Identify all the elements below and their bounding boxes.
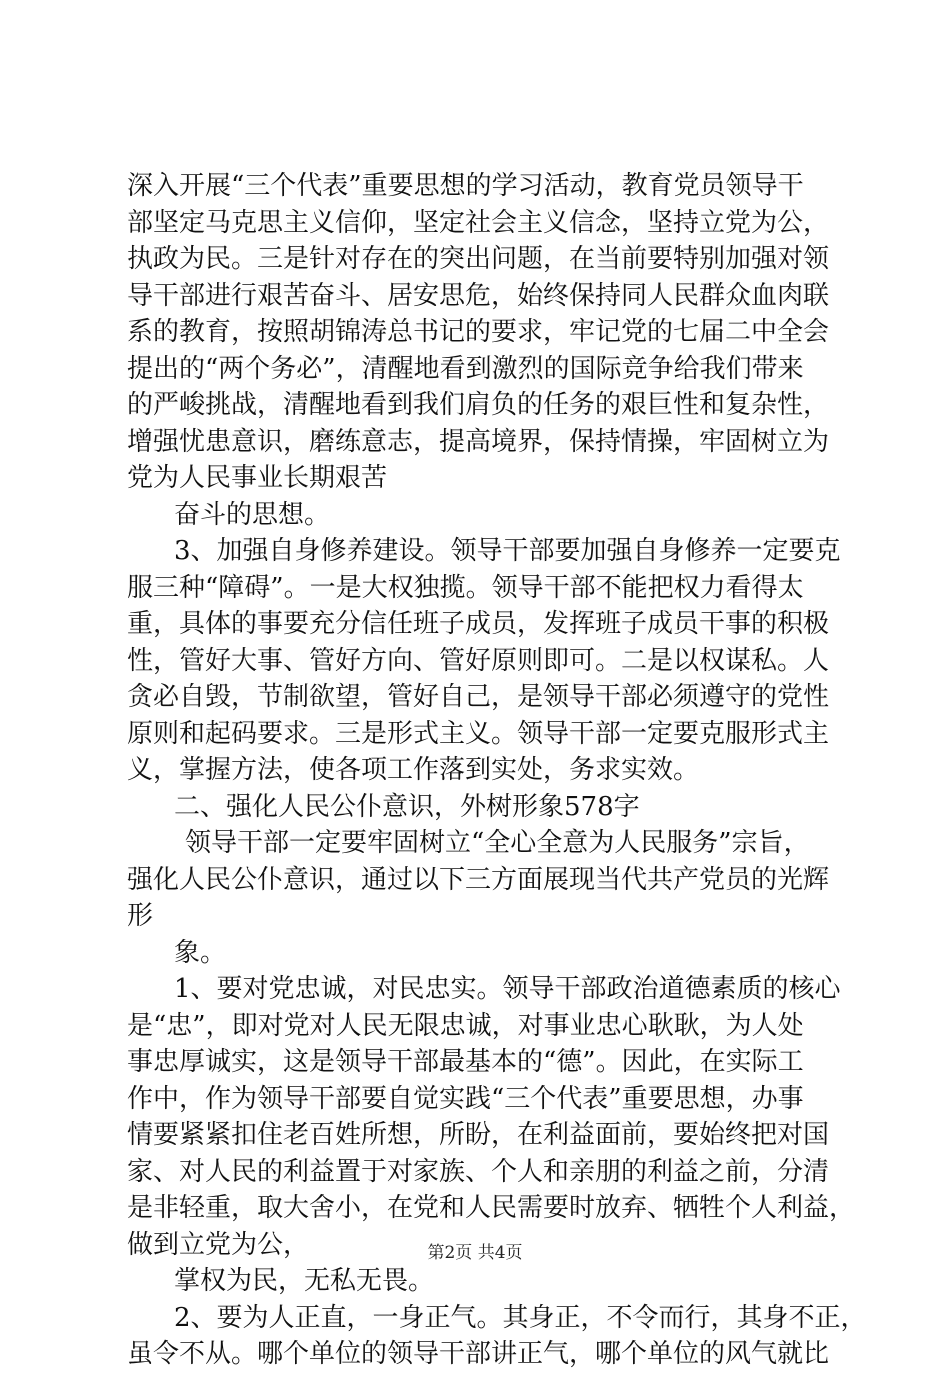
page-footer: 第2页 共4页 [427, 1243, 523, 1263]
text-line: 形 [127, 901, 154, 931]
text-line: 二、强化人民公仆意识，外树形象578字 [174, 791, 640, 822]
text-line: 系的教育，按照胡锦涛总书记的要求，牢记党的七届二中全会 [127, 317, 830, 347]
text-line: 家、对人民的利益置于对家族、个人和亲朋的利益之前，分清 [127, 1156, 830, 1187]
text-line: 做到立党为公， [127, 1229, 310, 1260]
text-line: 象。 [174, 937, 227, 968]
text-line: 提出的“两个务必”，清醒地看到激烈的国际竞争给我们带来 [127, 353, 804, 384]
text-line: 虽令不从。哪个单位的领导干部讲正气，哪个单位的风气就比 [127, 1339, 830, 1369]
text-line: 重，具体的事要充分信任班子成员，发挥班子成员干事的积极 [127, 609, 830, 639]
text-line: 2、要为人正直，一身正气。其身正，不令而行，其身不正， [174, 1302, 867, 1333]
text-line: 1、要对党忠诚，对民忠实。领导干部政治道德素质的核心 [174, 974, 841, 1004]
text-line: 原则和起码要求。三是形式主义。领导干部一定要克服形式主 [127, 718, 830, 749]
text-line: 事忠厚诚实，这是领导干部最基本的“德”。因此，在实际工 [127, 1047, 804, 1077]
text-line: 3、加强自身修养建设。领导干部要加强自身修养一定要克 [174, 536, 841, 566]
text-line: 部坚定马克思主义信仰，坚定社会主义信念，坚持立党为公， [127, 207, 830, 238]
text-line: 强化人民公仆意识，通过以下三方面展现当代共产党员的光辉 [127, 864, 830, 895]
text-line: 性，管好大事、管好方向、管好原则即可。二是以权谋私。人 [127, 645, 830, 676]
text-line: 掌权为民，无私无畏。 [174, 1266, 435, 1296]
text-line: 是非轻重，取大舍小，在党和人民需要时放弃、牺牲个人利益， [127, 1193, 856, 1223]
text-line: 领导干部一定要牢固树立“全心全意为人民服务”宗旨， [185, 828, 810, 858]
text-line: 增强忧患意识，磨练意志，提高境界，保持情操，牢固树立为 [127, 426, 830, 457]
text-line: 是“忠”，即对党对人民无限忠诚，对事业忠心耿耿，为人处 [127, 1010, 804, 1041]
text-line: 奋斗的思想。 [174, 499, 331, 530]
text-line: 贪必自毁，节制欲望，管好自己，是领导干部必须遵守的党性 [127, 682, 830, 712]
text-line: 作中，作为领导干部要自觉实践“三个代表”重要思想，办事 [127, 1083, 804, 1114]
text-line: 导干部进行艰苦奋斗、居安思危，始终保持同人民群众血肉联 [127, 280, 830, 311]
text-line: 的严峻挑战，清醒地看到我们肩负的任务的艰巨性和复杂性， [127, 390, 830, 420]
document-body [127, 168, 867, 1373]
text-line: 党为人民事业长期艰苦 [127, 463, 388, 493]
text-line: 情要紧紧扣住老百姓所想，所盼，在利益面前，要始终把对国 [127, 1120, 830, 1150]
text-line: 深入开展“三个代表”重要思想的学习活动，教育党员领导干 [127, 171, 804, 201]
text-line: 执政为民。三是针对存在的突出问题，在当前要特别加强对领 [127, 244, 830, 274]
text-line: 服三种“障碍”。一是大权独揽。领导干部不能把权力看得太 [127, 572, 804, 603]
text-line: 义，掌握方法，使各项工作落到实处，务求实效。 [127, 755, 700, 785]
